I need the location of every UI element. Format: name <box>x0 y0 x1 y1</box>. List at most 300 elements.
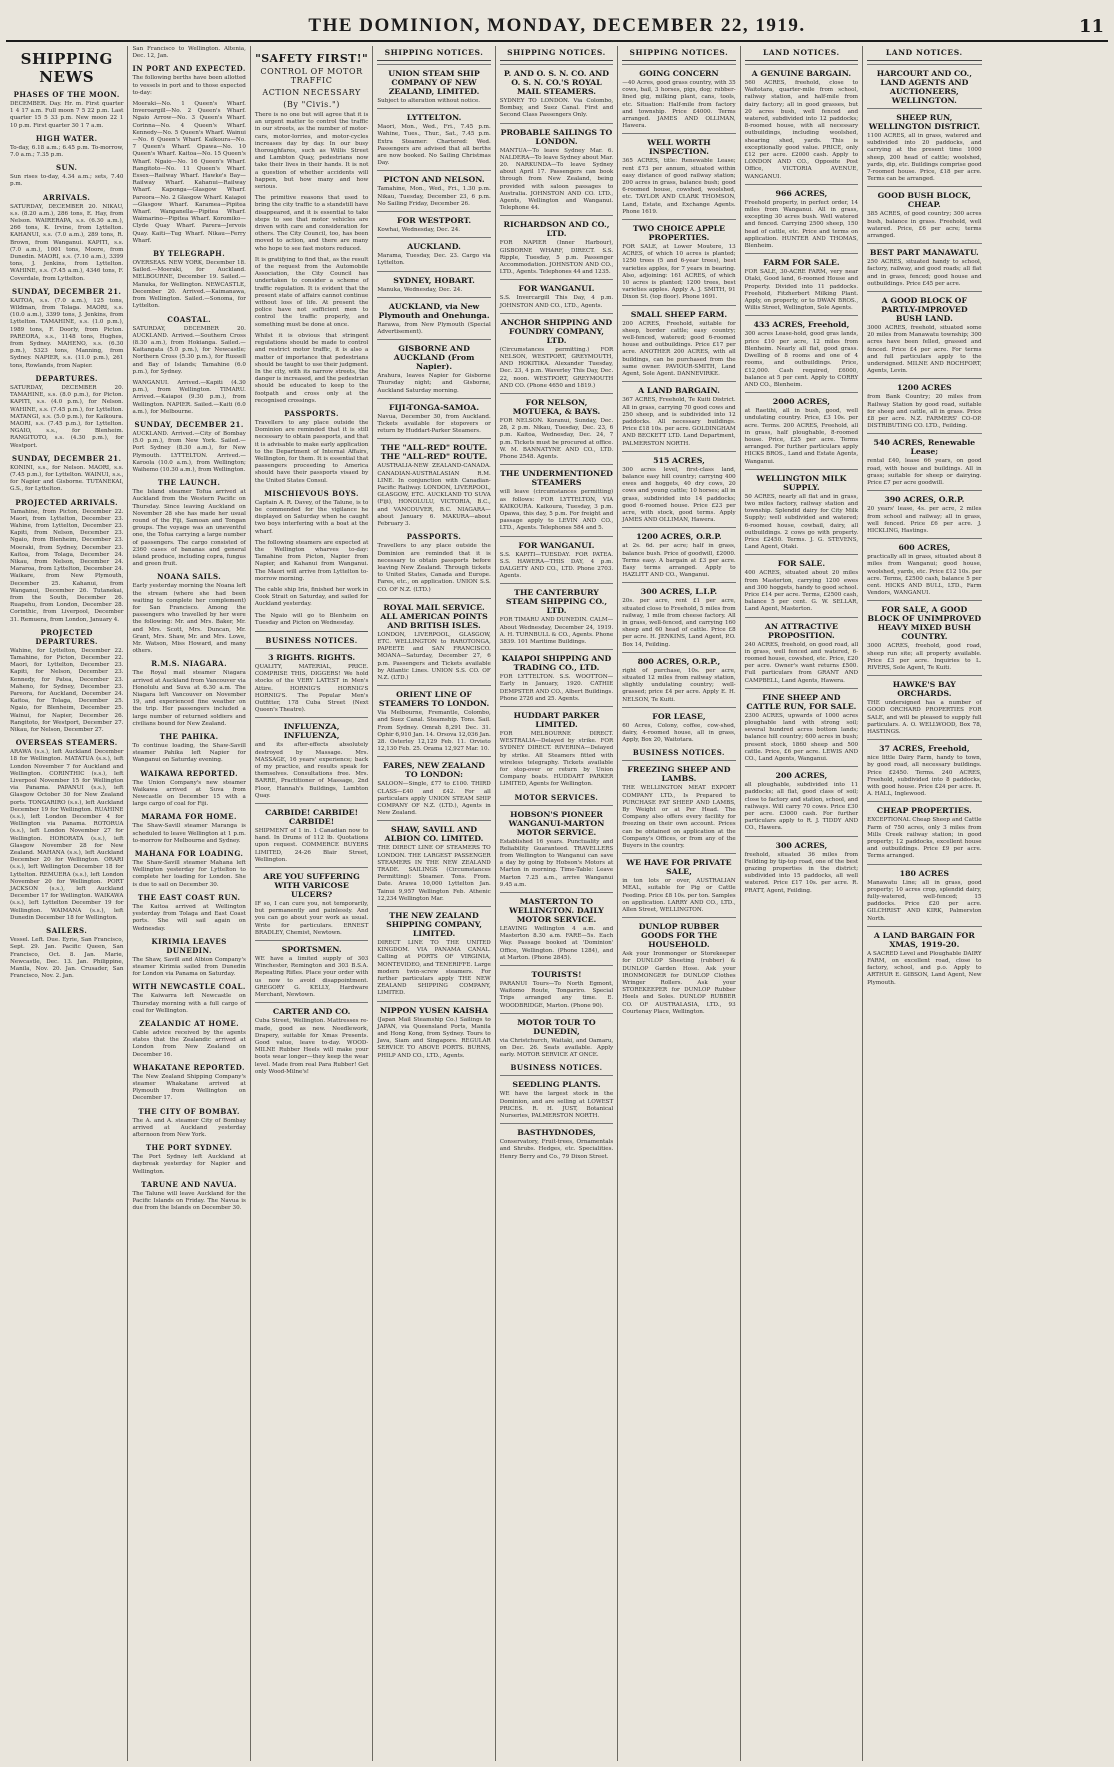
subsection-heading: PROJECTED DEPARTURES. <box>35 627 98 646</box>
column-1 <box>6 46 128 1761</box>
advertisement-body: S.S. KAPITI—TUESDAY. FOR PATEA. S.S. HAWERA—THIS DAY, 4 p.m. DALGETY AND CO., LTD. Phone 2703. Agents. <box>499 551 614 580</box>
advertisement <box>867 433 981 487</box>
advertisement-heading: FOR SALE. <box>777 559 826 569</box>
column-4 <box>373 46 495 1761</box>
advertisement-body: 385 ACRES, of good country; 300 acres bush, balance in grass. Freehold, well watered. Price, £6 per acre; terms arranged. <box>867 211 982 240</box>
advertisement-heading: 433 ACRES, Freehold, <box>753 320 850 330</box>
advertisement <box>500 1075 613 1120</box>
advertisement-heading: AUCKLAND. <box>407 242 461 252</box>
advertisement <box>377 906 490 998</box>
column-heading: SHIPPING NOTICES. <box>500 46 613 61</box>
advertisement-body: 3000 ACRES, freehold, good road, sheep run site; all property available. Price £3 per acre. Inquiries to L. RIVERS, Sole Agent, Te Kuiti. <box>867 643 982 671</box>
advertisement <box>622 527 735 579</box>
article-paragraph: The Royal mail steamer Niagara arrived at Auckland from Vancouver via Honolulu and Suva at 6.30 a.m. The Niagara left Vancouver on November 19, and experienced fine weather on the trip. Her passengers included a large number of returned soldiers and civilians bound for New Zealand. <box>132 670 246 727</box>
advertisement <box>377 170 490 208</box>
advertisement <box>867 64 981 105</box>
advertisement-body: 367 ACRES, Freehold, Te Kuiti District. All in grass, carrying 70 good cows and 250 sheep, and is subdivided into 12 paddocks. All necessary buildings. Price £18 10s. per acre. GOLDINGHAM AND BECKETT LTD. Land Department, PALMERSTON NORTH. <box>622 397 736 447</box>
column-grid <box>6 46 1108 1761</box>
advertisement <box>867 243 981 288</box>
subsection-heading: SAILERS. <box>46 926 88 936</box>
subsection-heading: MOTOR SERVICES. <box>514 792 599 802</box>
advertisement <box>377 64 490 105</box>
advertisement <box>500 313 613 390</box>
masthead-title: THE DOMINION, MONDAY, DECEMBER 22, 1919. <box>308 15 806 36</box>
advertisement <box>500 464 613 532</box>
advertisement-heading: AUCKLAND, via New Plymouth and Onehunga. <box>378 301 490 320</box>
advertisement-heading: 600 ACRES, <box>898 543 951 553</box>
article-paragraph: SATURDAY, DECEMBER 20. NIKAU, s.s. (8.20 a.m.), 286 tons, E. Hay, from Nelson. WAIRERAPA, s.s. (6.30 a.m.), 266 tons, K. Irvine, from Lyttelton. KAHANUI, s.s. (7.0 a.m.), 289 tons, R. Brown, from Wanganui. KAPITI, s.s. (7.0 a.m.), 1001 tons, Moore, from Dunedin. MAORI, s.s. (7.10 a.m.), 3399 tons, J. Jenkins, from Lyttelton. WAHINE, s.s. (7.45 a.m.), 4346 tons, F. Coverdale, from Lyttelton. <box>10 203 124 282</box>
subsection-heading: DEPARTURES. <box>35 373 98 383</box>
advertisement-body: 250 ACRES, situated handy to school, factory, railway, and good roads; all flat and in grass, fenced; good house and outbuildings. Price £45 per acre. <box>867 259 982 287</box>
advertisement <box>500 1123 613 1161</box>
advertisement-heading: MASTERTON TO WELLINGTON. DAILY MOTOR SERVICE. <box>509 897 604 924</box>
advertisement-heading: SMALL SHEEP FARM. <box>630 309 728 319</box>
subsection-heading: R.M.S. NIAGARA. <box>151 659 228 669</box>
column-8 <box>863 46 985 1761</box>
article-paragraph: San Francisco to Wellington. Altenia, Dec. 12, Jan. <box>132 46 246 60</box>
advertisement <box>377 685 490 753</box>
article-paragraph: There is no one but will agree that it is an urgent matter to control the traffic in our streets, as the number of motor-cars, motor-lorries, and motor-cycles increases day by day. In our busy thoroughfares, such as Willis Street and Lambton Quay, pedestrians now take their lives in their hands. It is not a question of whether accidents will happen, but how many and how serious. <box>254 112 369 191</box>
advertisement-body: from Bank Country; 20 miles from Railway Station by good road, suitable for sheep and cattle, all in grass. Price £8 per acre. N.Z. FARMERS' CO-OP. DISTRIBUTING CO. LTD., Feilding. <box>867 394 982 430</box>
advertisement <box>622 381 735 447</box>
article-paragraph: It is gratifying to find that, as the result of the request from the Automobile Association, the City Council has undertaken to consider a scheme of traffic regulation. It is evident that the present state of affairs cannot continue without loss of life. At present the police have not sufficient men to control the traffic properly, and something must be done at once. <box>254 256 369 328</box>
advertisement <box>377 438 490 528</box>
advertisement-heading: PICTON AND NELSON. <box>383 175 485 185</box>
subsection-heading: TARUNE AND NAVUA. <box>141 1179 237 1189</box>
article-paragraph: Travellers to any place outside the Dominion are reminded that it is still necessary to obtain passports, and that it is advisable to make early application to the Department of Internal Affairs, Wellington, for them. It is essential that passengers proceeding to America should have their passports visaed by the United States Consul. <box>254 419 369 484</box>
subsection-heading: SUNDAY, DECEMBER 21. <box>134 419 244 429</box>
advertisement <box>745 617 858 685</box>
advertisement-body: 2300 ACRES, upwards of 1000 acres ploughable land with strong soil; several hundred acres bottom lands; balance hill country; 600 acres in bush; present stock, 1860 sheep and 500 cattle. Price, £6 per acre. LEWIS AND CO., Land Agents, Wanganui. <box>744 712 859 763</box>
article-paragraph: SATURDAY, DECEMBER 20. TAMAHINE, s.s. (8.0 p.m.), for Picton. KAPITI, s.s. (4.0 p.m.), for Nelson. WAHINE, s.s. (7.45 p.m.), for Lyttelton. MATANGI, s.s. (5.0 p.m.), for Kaikoura. MAORI, s.s. (7.45 p.m.), for Lyttelton. NGAIO, s.s., for Blenheim. RANGITOTO, s.s. (4.30 p.m.), for Westport. <box>10 384 124 449</box>
advertisement-body: LONDON, LIVERPOOL, GLASGOW, ETC. WELLINGTON to RAROTONGA, PAPEETE and SAN FRANCISCO. MOANA—Saturday, December 27, 6 p.m. Passengers and Tickets available by Atlantic Lines. UNION S.S. CO. OF N.Z. (LTD.) <box>377 631 491 681</box>
advertisement <box>867 600 981 672</box>
subsection-heading: PASSPORTS. <box>284 408 339 418</box>
subsection-heading: PROJECTED ARRIVALS. <box>15 497 119 507</box>
advertisement-body: right of purchase, 10s. per acre, situated 12 miles from railway station, slightly undulating country; well-grassed; price £4 per acre. Apply E. H. NELSON, Te Kuiti. <box>622 667 736 703</box>
advertisement-body: SYDNEY TO LONDON. Via Colombo, Bombay, and Suez Canal. First and Second Class Passengers Only. <box>499 98 614 119</box>
advertisement-body: Via Melbourne, Fremantle, Colombo, and Suez Canal. Steamship. Tons. Sail. From Sydney. Omrah 8,291 Dec. 31. Ophir 6,910 Jan. 14. Orsova 12,036 Jan. 28. Osterley 12,129 Feb. 11. Orvieto 12,130 Feb. 25. Orama 12,927 Mar. 10. <box>377 710 491 753</box>
advertisement <box>745 688 858 763</box>
subsection-heading: PASSPORTS. <box>406 532 462 542</box>
advertisement-heading: THE "ALL-RED" ROUTE. THE "ALL-RED" ROUTE. <box>380 443 488 462</box>
advertisement <box>255 717 368 800</box>
advertisement-heading: 300 ACRES, <box>775 840 828 850</box>
story-byline: (By "Civis.") <box>283 100 340 109</box>
article-paragraph: The Island steamer Tofua arrived at Auckland from the Western Pacific on Thursday. Since leaving Auckland on November 28 she has made her usual round of the Fiji, Samoan and Tongan groups. The voyage was an uneventful one, the Tofua carrying a large number of passengers. The cargo consisted of 2360 cases of bananas and general island produce, including copra, fungus and green fruit. <box>132 489 246 568</box>
advertisement-body: FOR NAPIER (Inner Harbour), GISBORNE WHARF, DIRECT. S.S. Ripple, Tuesday, 5 p.m. Passenger Accommodation. JOHNSTON AND CO., LTD., Agents. Telephones 44 and 1235. <box>499 240 614 276</box>
advertisement <box>745 184 858 250</box>
advertisement-body: FOR SALE, 30-ACRE FARM, very near Otaki, Good land, 6-roomed House and Property. Divided into 11 paddocks. Freehold, Fitzherbert Milking Plant. Apply, on property, or to DWAN BROS., Willis Street, Wellington, Sole Agents. <box>744 269 859 312</box>
advertisement-body: EXCEPTIONAL Cheap Sheep and Cattle Farm of 750 acres, only 3 miles from Mills Creek railway station; in good property; 12 paddocks, excellent house and outbuildings. Price £9 per acre. Terms arranged. <box>867 817 982 860</box>
advertisement <box>377 820 490 903</box>
advertisement <box>500 805 613 889</box>
advertisement-body: (Japan Mail Steamship Co.) Sailings to JAPAN, via Queensland Ports, Manila and Hong Kong, from Sydney. Tours to Java, Siam and Singapore. REGULAR SERVICE TO ABOVE PORTS. BURNS, PHILP AND CO., LTD., Agents. <box>377 1016 491 1059</box>
advertisement-body: Subject to alteration without notice. <box>377 98 481 104</box>
advertisement <box>867 291 981 375</box>
column-heading: SHIPPING NOTICES. <box>377 46 490 61</box>
article-paragraph: The Talune will leave Auckland for the Pacific Islands on Friday. The Navua is due from the Islands on December 30. <box>132 1190 246 1212</box>
advertisement-heading: UNION STEAM SHIP COMPANY OF NEW ZEALAND, LIMITED. <box>388 69 480 96</box>
advertisement-heading: 37 ACRES, Freehold, <box>879 744 970 754</box>
advertisement-body: Maori, Mon., Wed., Fri., 7.45 p.m. Wahine, Tues., Thur., Sat., 7.45 p.m. Extra Steamer: Chartered: Wed. Passengers are advised that all berths are now booked. No Sailing Christmas Day. <box>377 124 491 167</box>
advertisement-body: 365 ACRES, title: Renewable Lease; rent £73 per annum, situated within easy distance of good railway station; 200 acres in grass, balance bush; good 6-roomed house, cowshed, woolshed, etc. TAYLOR AND CLARK THOMSON, Land, Estate, and Exchange Agents. Phone 1619. <box>622 158 736 215</box>
subsection-heading: BUSINESS NOTICES. <box>265 636 358 645</box>
advertisement-heading: RICHARDSON AND CO., LTD. <box>503 220 610 239</box>
advertisement-body: FOR LYTTELTON. S.S. WOOTTON—Early in January, 1920. CATHIE DEMPSTER AND CO., Albert Buildings. Phone 2726 and 25. Agents. <box>499 674 614 702</box>
article-paragraph: Sun rises to-day, 4.34 a.m.; sets, 7.40 p.m. <box>10 174 124 188</box>
advertisement-heading: FARM FOR SALE. <box>763 258 840 268</box>
advertisement-heading: 390 ACRES, O.R.P. <box>884 495 965 505</box>
advertisement-body: via Christchurch, Waitaki, and Oamaru, on Dec. 26. Seats available. Apply early. MOTOR SERVICE AT ONCE. <box>499 1037 614 1059</box>
advertisement-body: rental £40, lease 66 years, on good road, with house and buildings. All in grass; suitable for sheep or dairying. Price £7 per acre goodwill. <box>867 458 982 487</box>
subsection-heading: THE CITY OF BOMBAY. <box>138 1106 240 1116</box>
advertisement <box>867 538 981 597</box>
advertisement-heading: 1200 ACRES <box>896 383 952 393</box>
advertisement <box>867 926 981 987</box>
advertisement-body: at Raetihi, all in bush, good, well undulating country. Price, £3 10s. per acre. Terms. 200 ACRES, Freehold, all in grass, half ploughable, 8-roomed house. Price, £25 per acre. Terms arranged. For further particulars apply HICKS BROS., Land and Estate Agents, Wanganui. <box>744 408 859 465</box>
advertisement-heading: 1200 ACRES, O.R.P. <box>636 532 722 542</box>
column-2 <box>128 46 250 1761</box>
advertisement-body: Conservatory, Fruit-trees, Ornamentals and Shrubs. Hedges, etc. Specialities. Henry Berry and Co., 79 Dixon Street. <box>499 1139 614 1160</box>
advertisement-heading: SHAW, SAVILL AND ALBION CO. LIMITED. <box>384 825 484 844</box>
advertisement-heading: CARBIDE! CARBIDE! CARBIDE! <box>265 808 359 827</box>
advertisement-body: Cuba Street, Wellington. Mattresses re-made, good as new. Needlework, Drapery, suitable for Xmas Presents. Good value, leave to-day. WOOD-MILNE Rubber Heels will make your boots wear longer—they keep the wear level. Made from real Para Rubber! Get only Wood-Milne's! <box>254 1018 369 1075</box>
advertisement-body: 400 ACRES, situated about 20 miles from Masterton, carrying 1200 ewes and 300 hoggets, handy to good school. Price £14 per acre. Terms, £2500 cash, balance 5 per cent. G. W. SELLAR, Land Agent, Masterton. <box>744 570 859 613</box>
article-paragraph: The Shaw, Savill and Albion Company's steamer Kirimia sailed from Dunedin for London via Panama on Saturday. <box>132 956 246 978</box>
article-paragraph: The following berths have been allotted to vessels in port and to those expected to-day: <box>132 75 246 96</box>
advertisement-body: IF so, I can cure you, not temporarily, but permanently and painlessly. And you can go about your work as usual. Write for particulars. ERNEST BRADLEY, Chemist, Newtown. <box>254 901 369 936</box>
subsection-heading: PHASES OF THE MOON. <box>13 90 120 99</box>
advertisement-heading: A GENUINE BARGAIN. <box>751 69 852 78</box>
advertisement-body: A SACRED Level and Ploughable DAIRY FARM, on excellent road, close to factory, school, and p.o. Apply to ARTHUR E. GIBSON, Land Agent, New Plymouth. <box>867 950 982 986</box>
article-paragraph: AUCKLAND. Arrived.—City of Bombay (5.0 p.m.), from New York. Sailed.—Port Sydney (8.30 a.m.), for New Plymouth. LYTTELTON. Arrived.—Karoola (10.0 a.m.), from Wellington; Waihemo (10.30 a.m.), from Wellington. <box>132 430 246 473</box>
advertisement-heading: 2000 ACRES, <box>772 397 830 407</box>
advertisement-heading: AN ATTRACTIVE PROPOSITION. <box>764 621 838 640</box>
subsection-heading: KIRIMIA LEAVES DUNEDIN. <box>151 936 227 955</box>
advertisement-body: 560 ACRES, freehold, close to Waitotara, quarter-mile from school, railway station, and half-mile from dairy factory; all in good grasses, but 20 acres bush, well fenced and watered, subdivided into 12 paddocks; 8-roomed house, with all necessary outbuildings, including woolshed, shearing shed, yards. This is exceptionally good value. PRICE, only £12 per acre. £2000 cash. Apply to LONDON AND CO., Opposite Post Office, VICTORIA AVENUE, WANGANUI. <box>744 80 859 180</box>
article-paragraph: Early yesterday morning the Noana left the stream (where she had been waiting to complete her complement) for San Francisco. Among the passengers who travelled by her were the following: Mr. and Mrs. Baker, Mr. and Mrs. Scott, Mrs. Duncan, Mr. Grant, Mrs. Shaw, Mr. and Mrs. Lowe, Mr. Watson, Miss Howard, and many others. <box>132 583 246 655</box>
subsection-heading: THE EAST COAST RUN. <box>137 892 241 902</box>
subsection-heading: ZEALANDIC AT HOME. <box>139 1018 240 1028</box>
advertisement <box>622 707 735 745</box>
advertisement <box>867 864 981 923</box>
advertisement <box>377 271 490 294</box>
advertisement <box>622 64 735 130</box>
advertisement <box>867 490 981 535</box>
advertisement-body: THE WELLINGTON MEAT EXPORT COMPANY LTD., Is Prepared to PURCHASE FAT SHEEP AND LAMBS, By Weight or at Per Head. The Company also offers every facility for freezing on their own account. Prices can be obtained on application at the Company's Offices, or from any of the Buyers in the country. <box>622 785 736 850</box>
advertisement <box>500 1013 613 1060</box>
subsection-heading: THE PORT SYDNEY. <box>145 1143 233 1153</box>
advertisement <box>500 965 613 1010</box>
advertisement <box>622 219 735 302</box>
advertisement-body: (Circumstances permitting.) FOR NELSON, WESTPORT, GREYMOUTH, AND HOKITIKA. Alexander Tuesday, Dec. 23, 4 p.m. Waverley This Day, Dec. 22, noon. WESTPORT, GREYMOUTH AND CO. (Phone 4650 and 1819.) <box>499 346 614 389</box>
subsection-heading: SUN. <box>55 163 78 173</box>
advertisement-heading: WELLINGTON MILK SUPPLY. <box>756 473 847 492</box>
subsection-heading: THE PAHIKA. <box>159 732 219 742</box>
advertisement <box>745 469 858 552</box>
advertisement-heading: ORIENT LINE OF STEAMERS TO LONDON. <box>378 690 490 709</box>
advertisement <box>622 652 735 704</box>
advertisement-heading: SEEDLING PLANTS. <box>512 1080 601 1090</box>
article-paragraph: To-day, 6.18 a.m.; 6.45 p.m. To-morrow, 7.0 a.m.; 7.35 p.m. <box>10 144 124 159</box>
subsection-heading: HIGH WATER. <box>35 133 98 143</box>
advertisement-heading: A LAND BARGAIN. <box>638 386 720 396</box>
advertisement-body: Freehold property, in perfect order, 14 miles from Wanganui. All in grass, excepting 30 acres bush. Well watered and fenced. Carrying 2500 sheep, 150 head of cattle, etc. Price and terms on application. HUNTER AND THOMAS, Blenheim. <box>744 199 859 250</box>
advertisement-heading: FOR WANGANUI. <box>518 284 595 294</box>
article-paragraph: Cable advice received by the agents states that the Zealandic arrived at London from New Zealand on December 16. <box>132 1029 246 1058</box>
advertisement-body: Tamahine, Mon., Wed., Fri., 1.30 p.m. Nikau, Tuesday, December 23, 6 p.m. No Sailing Friday, December 26. <box>377 186 491 207</box>
advertisement-body: MANTUA—To leave Sydney Mar. 6. NALDERA—To leave Sydney about Mar. 20. NARKUNDA—To leave Sydney about April 17. Passengers can book through from New Zealand, being provided with saloon passages to Australia. JOHNSTON AND CO. LTD., Agents, Wellington and Wanganui. Telephone 44. <box>499 147 614 212</box>
advertisement-body: 60 Acres, Colony, coffee, cow-shed, dairy, 4-roomed house, all in grass, Apply, Box 20, Waitotara. <box>622 722 736 744</box>
article-paragraph: The following steamers are expected at the Wellington wharves to-day: Tamahine from Picton, Napier from Napier, and Kahanui from Wanganui. The Maori will arrive from Lyttelton to-morrow morning. <box>254 539 369 582</box>
advertisement <box>500 536 613 581</box>
article-paragraph: ARAWA (s.s.), left Auckland December 18 for Wellington. MATATUA (s.s.), left London November 7 for Auckland and Wellington. CORINTHIC (s.s.), left Liverpool November 15 for Wellington via Panama. PAPANUI (s.s.), left Glasgow October 30 for New Zealand ports. TONGARIRO (s.s.), left Auckland December 19 for Wellington. RUAHINE (s.s.), left London December 4 for Wellington via Panama. ROTORUA (s.s.), left London November 27 for Wellington. HORORATA (s.s.), left Glasgow November 28 for New Zealand. MAHANA (s.s.), left Auckland December 20 for Wellington. ORARI (s.s.), left Wellington December 18 for Lyttelton. REMUERA (s.s.), left London November 20 for Wellington. PORT JACKSON (s.s.), left Auckland December 17 for Wellington. WAIKAWA (s.s.), left Lyttelton December 19 for Wellington. WAIMANA (s.s.), left Dunedin December 18 for Wellington. <box>10 749 124 921</box>
advertisement-heading: FOR SALE, A GOOD BLOCK OF UNIMPROVED HEAVY MIXED BUSH COUNTRY. <box>867 605 982 642</box>
column-heading: SHIPPING NOTICES. <box>622 46 735 61</box>
advertisement <box>255 867 368 937</box>
subsection-heading: THE LAUNCH. <box>157 478 221 488</box>
advertisement <box>745 766 858 832</box>
advertisement <box>377 108 490 167</box>
advertisement <box>867 739 981 798</box>
advertisement-body: all ploughable, subdivided into 11 paddocks; all flat, good class of soil; close to factory and station, school, and railways. Will carry 70 cows. Price £30 per acre. £3000 cash. For further particulars apply to R. J. TIDDY AND CO., Hawera. <box>744 782 859 832</box>
advertisement-heading: HARCOURT AND CO., LAND AGENTS AND AUCTIONEERS, WELLINGTON. <box>876 69 972 105</box>
advertisement-heading: A GOOD BLOCK OF PARTLY-IMPROVED BUSH LAND. <box>881 296 968 324</box>
article-paragraph: Vessel. Left. Due. Eyrie, San Francisco, Sept. 29. Jan. Pacific Queen, San Francisco, Oct. 8. Jan. Marie, Newcastle, Dec. 13. Jan. Philippine, Manila, Nov. 20. Jan. Crusader, San Francisco, Nov. 2. Jan. <box>10 937 124 980</box>
advertisement-heading: A LAND BARGAIN FOR XMAS, 1919-20. <box>873 930 975 949</box>
column-rule <box>255 631 368 632</box>
advertisement-body: 200 ACRES, Freehold, suitable for sheep, border cattle; easy country; well-fenced, watered; good 6-roomed house and outbuildings. Price £17 per acre. ANOTHER 200 ACRES, with all buildings, can be purchased from the same owner. PAVIOUR-SMITH, Land Agent, Sole Agent. DANNEVIRKE. <box>622 320 736 378</box>
advertisement-body: Arahura, leaves Napier for Gisborne Thursday night; and Gisborne, Auckland Saturday morning. <box>377 373 491 394</box>
advertisement-body: 20 years' lease, 4s. per acre, 2 miles from school and railway; all in grass, well fenced. Price £6 per acre. J. HICKLING, Hastings. <box>867 506 982 534</box>
article-paragraph: Travellers to any place outside the Dominion are reminded that it is necessary to obtain passports before leaving New Zealand. Through tickets to United States, Canada and Europe. Fares, etc., on application. UNION S.S. CO. OF N.Z. (LTD.) <box>377 543 491 593</box>
advertisement-body: Marama, Tuesday, Dec. 23. Cargo via Lyttelton. <box>377 253 491 267</box>
column-heading: LAND NOTICES. <box>867 46 981 61</box>
advertisement-body: THE undersigned has a number of GOOD ORCHARD PROPERTIES FOR SALE, and will be pleased to supply full particulars. A. O. WELLWOOD, Box 78, HASTINGS. <box>867 700 982 735</box>
advertisement-body: DIRECT LINE TO THE UNITED KINGDOM. VIA PANAMA CANAL. Calling at PORTS OF VIRGINIA, MONTEVIDEO, and TENERIFFE. Large modern twin-screw steamers. For further particulars apply THE NEW ZEALAND SHIPPING COMPANY, LIMITED. <box>377 940 491 997</box>
advertisement <box>377 211 490 234</box>
advertisement-body: freehold, situated 36 miles from Feilding by tip-top road, one of the best grazing properties in the district; subdivided into 15 paddocks, all well watered. Price £17 10s. per acre. R. PRATT, Agent, Feilding. <box>744 851 859 894</box>
article-paragraph: DECEMBER. Day. Hr. m. First quarter 1 4 17 a.m. Full moon 7 5 22 p.m. Last quarter 15 5 33 p.m. New moon 22 1 10 p.m. First quarter 30 1 7 a.m. <box>10 101 124 129</box>
advertisement <box>500 123 613 213</box>
advertisement-heading: CARTER AND CO. <box>272 1007 351 1017</box>
article-paragraph: The New Zealand Shipping Company's steamer Whakatane arrived at Plymouth from Wellington on December 17. <box>132 1073 246 1102</box>
article-paragraph: To continue loading, the Shaw-Savill steamer Pahika left Napier for Wanganui on Saturday evening. <box>132 743 246 764</box>
advertisement-heading: BEST PART MANAWATU. <box>869 248 979 258</box>
advertisement <box>745 315 858 389</box>
article-paragraph: The A. and A. steamer City of Bombay arrived at Auckland yesterday afternoon from New York. <box>132 1117 246 1138</box>
advertisement <box>867 378 981 430</box>
advertisement-body: 3000 ACRES, freehold, situated some 20 miles from Manawatu township; 300 acres have been felled, grassed and fenced. Price £4 per acre. For terms and full particulars apply to the undersigned. MILNE AND ROCHFORT, Agents, Levin. <box>867 325 982 375</box>
article-paragraph: Moeraki—No. 1 Queen's Wharf. Inveroargill—No. 2 Queen's Wharf. Ngaio Arrow—No. 3 Queen's Wharf. Corinna—No. 4 Queen's Wharf. Kennedy—No. 5 Queen's Wharf. Wainui—No. 6 Queen's Wharf. Kaikoura—No. 7 Queen's Wharf. Opawa—No. 10 Queen's Wharf. Kaitoa—No. 15 Queen's Wharf. Ngaio—No. 16 Queen's Wharf. Rangitoto—No. 11 Queen's Wharf. Essex—Railway Wharf. Hawke's Bay—Railway Wharf. Kahanui—Railway Wharf. Kaponga—Glasgow Wharf. Pareora—No. 2 Glasgow Wharf. Kaiapoi—Glasgow Wharf. Karamea—Pipitea Wharf. Wanganella—Pipitea Wharf. Waimarino—Pipitea Wharf. Koromiko—Clyde Quay Wharf. Parera—Jervois Quay. Kaiti—Tug Wharf. Nikau—Ferry Wharf. <box>132 101 246 244</box>
article-paragraph: The Ngaio will go to Blenheim on Tuesday and Picton on Wednesday. <box>254 612 369 626</box>
subsection-heading: COASTAL. <box>167 314 212 324</box>
advertisement <box>255 648 368 714</box>
advertisement <box>500 649 613 703</box>
advertisement-body: Manuka, Wednesday, Dec. 24. <box>377 286 463 293</box>
advertisement-heading: P. AND O. S. N. CO. AND O. S. N. CO.'S ROYAL MAIL STEAMERS. <box>503 69 610 96</box>
advertisement-heading: FOR WANGANUI. <box>518 540 595 550</box>
advertisement-body: QUALITY, MATERIAL, PRICE. COMPRISE THIS, DIGGERS! We hold stocks of the VERY LATEST in Men's Attire. HORNIG'S HORNIG'S HORNIG'S. The Popular Men's Outfitter, 178 Cuba Street (Next Queen's Theatre). <box>254 664 369 714</box>
advertisement-body: Ask your Ironmonger or Storekeeper for DUNLOP Sheeting (rubber) & DUNLOP Garden Hose. Ask your IRONMONGER for DUNLOP Clothes Wringer Rollers. Ask your STOREKEEPER for DUNLOP Rubber Heels and Soles. DUNLOP RUBBER CO. OF AUSTRALASIA, LTD., 93 Courtenay Place, Wellington. <box>622 951 736 1015</box>
advertisement-heading: LYTTELTON. <box>406 113 462 123</box>
advertisement-body: 240 ACRES, freehold, on good road, all in grass, well fenced and watered, 6-roomed house, cowshed, etc. Price, £20 per acre. Owner's want returns £500. Full particulars from GRANT AND CAMPBELL, Land Agents, Hawera. <box>744 641 859 684</box>
section-title: SHIPPING NEWS <box>20 50 113 86</box>
advertisement <box>622 451 735 525</box>
subsection-heading: BUSINESS NOTICES. <box>632 748 725 758</box>
article-paragraph: Wahine, for Lyttelton, December 22. Tamahine, for Picton, December 22. Maori, for Lyttelton, December 23. Kapiti, for Nelson, December 23. Kennedy, for Patea, December 23. Maheno, for Sydney, December 23. Pareora, for Auckland, December 24. Kaitoa, for Tolaga, December 25. Ngaio, for Blenheim, December 25. Wainui, for Napier, December 26. Rangitoto, for Westport, December 27. Nikau, for Nelson, December 27. <box>10 647 124 734</box>
article-paragraph: Captain A. R. Davey, of the Talune, is to be commended for the vigilance he displayed on Saturday when he caught two boys interfering with a boat at the wharf. <box>254 499 369 535</box>
advertisement-body: Navua, December 30, from Auckland. Tickets available for stopovers or return by Huddart-Parker Steamers. <box>377 413 491 435</box>
advertisement <box>745 64 858 181</box>
advertisement-body: WE have the largest stock in the Dominion, and are selling at LOWEST PRICES. R. H. JUST, Botanical Nurseries, PALMERSTON NORTH. <box>499 1091 614 1120</box>
advertisement-heading: SPORTSMEN. <box>281 945 342 955</box>
advertisement <box>622 582 735 648</box>
advertisement-body: FOR TIMARU AND DUNEDIN. CALM—About Wednesday, December 24, 1919. A. H. TURNBULL & CO., Agents. Phone 3839. 101 Maritime Buildings. <box>499 617 614 645</box>
advertisement <box>867 675 981 736</box>
advertisement-heading: THE NEW ZEALAND SHIPPING COMPANY, LIMITED. <box>386 911 482 938</box>
article-paragraph: The primitive reasons that used to bring the city traffic to a standstill have disappeared, and it is essential to take steps to see that motor vehicles are driven with care and consideration for others. The City Council, too, has been moved to action, and there are many who hope to see fast motors reduced. <box>254 195 369 252</box>
subsection-heading: WAIKAWA REPORTED. <box>140 768 239 778</box>
advertisement <box>745 392 858 466</box>
subsection-heading: WITH NEWCASTLE COAL. <box>132 982 246 992</box>
advertisement <box>377 398 490 436</box>
advertisement <box>377 598 490 682</box>
advertisement <box>622 917 735 1016</box>
subsection-heading: IN PORT AND EXPECTED. <box>132 64 246 74</box>
article-paragraph: KAITOA, s.s. (7.0 a.m.), 125 tons, Wildman, from Tolaga. MAORI, s.s. (10.0 a.m.), 3399 tons, J. Jenkins, from Lyttelton. TAMAHINE, s.s. (1.0 p.m.), 1989 tons, F. Doorly, from Picton. PAREORA, s.s., 1148 tons, Hughes, from Sydney. MAHENO, s.s. (6.30 p.m.), 5323 tons, Manning, from Sydney. NAPIER, s.s. (11.0 p.m.), 261 tons, Rowlands, from Napier. <box>10 297 124 369</box>
article-paragraph: OVERSEAS. NEW YORK, December 18. Sailed.—Moeraki, for Auckland. MELBOURNE, December 19. Sailed.—Manuka, for Wellington. NEWCASTLE, December 20. Arrived.—Kaimanawa, from Wellington. Sailed.—Sonoma, for Lyttelton. <box>132 260 246 310</box>
advertisement <box>745 554 858 613</box>
subsection-heading: MARAMA FOR HOME. <box>141 812 237 822</box>
advertisement-heading: GISBORNE AND AUCKLAND (From Napier). <box>393 344 475 372</box>
advertisement <box>745 253 858 312</box>
subsection-heading: SUNDAY, DECEMBER 21. <box>12 286 122 296</box>
advertisement-body: Manawatu Line; all in grass, good property; 10 acres crop, splendid dairy, fully-watered, well-fenced; 15 paddocks. Price £20 per acre. GILCHRIST AND KIRK, Palmerston North. <box>867 879 982 922</box>
article-paragraph: The Port Sydney left Auckland at daybreak yesterday for Napier and Wellington. <box>132 1154 246 1175</box>
advertisement-heading: ROYAL MAIL SERVICE. ALL AMERICAN POINTS AND BRITISH ISLES. <box>380 602 488 630</box>
column-5 <box>496 46 618 1761</box>
advertisement-heading: ANCHOR SHIPPING AND FOUNDRY COMPANY, LTD. <box>500 317 613 345</box>
advertisement <box>745 836 858 895</box>
advertisement <box>377 756 490 817</box>
advertisement-heading: 800 ACRES, O.R.P., <box>637 656 721 666</box>
advertisement-body: will leave (circumstances permitting) as follows: FOR LYTTELTON, VIA KAIKOURA. Kaikoura, Tuesday, 3 p.m. Opawa, this day, 5 p.m. For freight and passage apply to LEVIN AND CO., LTD., Agents. Telephones 584 and 5. <box>499 489 614 532</box>
advertisement-body: SHIPMENT of 1 in. 1 Canadian now to hand. In Drums of 112 lb. Quotations upon request. COMMERCE BUYERS LIMITED, 24-26 Blair Street, Wellington. <box>254 828 369 863</box>
advertisement <box>377 1001 490 1060</box>
advertisement <box>500 64 613 120</box>
article-paragraph: The Kaitoa arrived at Wellington yesterday from Tolaga and East Coast ports. She will sail again on Wednesday. <box>132 903 246 932</box>
advertisement-heading: NIPPON YUSEN KAISHA <box>379 1005 489 1015</box>
article-paragraph: WANGANUI. Arrived.—Kapiti (4.30 p.m.), from Wellington. TIMARU. Arrived.—Kaiapoi (9.30 p.m.), from Wellington. NAPIER. Sailed.—Kaiti (6.0 a.m.), for Melbourne. <box>132 379 246 415</box>
advertisement <box>500 583 613 646</box>
article-paragraph: KONINI, s.s., for Nelson. MAORI, s.s. (7.45 p.m.), for Lyttelton. WAINUI, s.s., for Napier and Gisborne. TUTANEKAI, G.S., for Lyttelton. <box>10 464 124 493</box>
advertisement <box>867 108 981 183</box>
advertisement-body: AUSTRALIA-NEW ZEALAND-CANADA. CANADIAN-AUSTRALASIAN R.M. LINE. In conjunction with Canadian-Pacific Railway. LONDON, LIVERPOOL, GLASGOW, ETC. AUCKLAND TO SUVA (Fiji), HONOLULU, VICTORIA, B.C., and VANCOUVER, B.C. NIAGARA—about January 6. MAKURA—about February 3. <box>377 463 491 528</box>
advertisement <box>377 339 490 395</box>
subsection-heading: SUNDAY, DECEMBER 21. <box>12 453 122 463</box>
advertisement-heading: ARE YOU SUFFERING WITH VARICOSE ULCERS? <box>263 872 360 900</box>
advertisement-body: 1100 ACRES, all in grass, watered and subdivided into 20 paddocks, and carrying at the present time 1000 sheep, 200 head of cattle; woolshed, yards, dip, etc. Buildings comprise good 7-roomed house. Price, £18 per acre. Terms can be arranged. <box>867 133 982 183</box>
article-paragraph: The Union Company's new steamer Waikawa arrived at Suva from Newcastle on December 15 with a large cargo of coal for Fiji. <box>132 779 246 808</box>
advertisement <box>255 803 368 864</box>
advertisement-heading: 200 ACRES, <box>775 771 828 781</box>
advertisement-heading: TOURISTS! <box>531 970 582 980</box>
advertisement-heading: WE HAVE FOR PRIVATE SALE, <box>626 858 732 877</box>
advertisement-heading: CHEAP PROPERTIES. <box>876 806 972 816</box>
article-paragraph: The Shaw-Savill steamer Mahana left Wellington yesterday for Lyttelton to complete her loading for London. She is due to sail on December 30. <box>132 860 246 888</box>
advertisement-heading: INFLUENZA, INFLUENZA, <box>283 722 340 741</box>
advertisement-heading: 515 ACRES, <box>653 455 705 465</box>
advertisement-body: THE DIRECT LINE OF STEAMERS TO LONDON. THE LARGEST PASSENGER STEAMERS IN THE NEW ZEALAND TRADE. SAILINGS (Circumstances Permitting): Steamer. Tons. From. Date. Arawa 10,000 Lyttelton Jan. Tainui 9,957 Wellington Feb. Athenic 12,234 Wellington Mar. <box>377 845 491 902</box>
advertisement-body: nice little Dairy Farm, handy to town, by good road, all necessary buildings. Price £2450. Terms. 240 ACRES, Freehold, subdivided into 8 paddocks, with good house. Price £24 per acre. R. A. HALL, Inglewood. <box>867 755 982 798</box>
advertisement <box>622 853 735 914</box>
advertisement-heading: FINE SHEEP AND CATTLE RUN, FOR SALE. <box>746 692 857 711</box>
advertisement <box>500 279 613 309</box>
advertisement-heading: 3 RIGHTS. RIGHTS. <box>268 653 356 662</box>
advertisement-heading: 540 ACRES, Renewable Lease; <box>873 438 976 457</box>
advertisement <box>377 297 490 336</box>
subsection-heading: OVERSEAS STEAMERS. <box>15 738 118 748</box>
story-subheadline: CONTROL OF MOTOR TRAFFIC <box>260 67 363 85</box>
advertisement-body: at 2s. 6d. per acre; half in grass, balance bush. Price of goodwill, £2000. Terms easy. A bargain at £3 per acre. Easy terms arranged. Apply to HAZLITT AND CO., Wanganui. <box>622 543 736 579</box>
advertisement-body: and its after-effects absolutely destroyed by Massage. Mrs. MASSAGE, 16 years' experience; back of my practice, and results speak for themselves. Consultations free. Mrs. BARRE, Practitioner of Massage, 2nd Floor, Hannah's Buildings, Lambton Quay. <box>254 742 369 799</box>
advertisement-body: WE have a limited supply of 303 Winchester, Remington and 303 B.S.A. Repeating Rifles. Place your order with us now to avoid disappointment. GREGORY G. KELLY, Hardware Merchant, Newtown. <box>254 956 369 999</box>
advertisement-heading: KAIAPOI SHIPPING AND TRADING CO., LTD. <box>501 654 612 673</box>
advertisement <box>867 801 981 860</box>
advertisement-body: 20s. per acre, rent £1 per acre, situated close to Freehold, 5 miles from railway, 1 mile from cheese factory. All in grass, well-fenced, and carrying 160 sheep and 60 head of cattle. Price £8 per acre. H. JENKINS, Land Agent, P.O. Box 14, Feilding. <box>622 598 736 648</box>
advertisement-heading: FOR LEASE, <box>652 711 706 721</box>
advertisement-heading: SHEEP RUN, WELLINGTON DISTRICT. <box>868 113 980 131</box>
column-heading: LAND NOTICES. <box>745 46 858 61</box>
subsection-heading: BY TELEGRAPH. <box>153 249 226 259</box>
advertisement-body: practically all in grass, situated about 8 miles from Wanganui; good house, woolshed, yards, etc. Price £12 10s. per acre. Terms, £2500 cash, balance 5 per cent. HICKS AND BULL, LTD., Farm Vendors, WANGANUI. <box>867 554 982 597</box>
article-paragraph: Tamahine, from Picton, December 22. Maori, from Lyttelton, December 23. Wahine, from Lyttelton, December 23. Kapiti, from Nelson, December 23. Ngaio, from Blenheim, December 23. Moeraki, from Sydney, December 23. Kaitoa, from Tolaga, December 24. Nikau, from Nelson, December 24. Mararoa, from Lyttelton, December 24. Waikare, from New Plymouth, December 25. Kahanui, from Wanganui, December 26. Tutanekai, from the South, December 26. Ruapehu, from London, December 28. Corinthic, from Liverpool, December 31. Remuera, from London, January 4. <box>10 508 124 623</box>
advertisement-body: PARANUI Tours—To North Egmont, Waitomo Route, Tongariro. Special Trips arranged any time. E. WOODBRIDGE, Marton. (Phone 90). <box>499 981 614 1009</box>
advertisement-heading: TWO CHOICE APPLE PROPERTIES. <box>632 224 725 243</box>
column-7 <box>741 46 863 1761</box>
advertisement-body: Rarawa, from New Plymouth (Special Advertisement). <box>377 321 491 336</box>
advertisement <box>255 1002 368 1076</box>
advertisement <box>500 706 613 789</box>
advertisement-heading: GOOD BUSH BLOCK, CHEAP. <box>877 191 972 210</box>
advertisement <box>500 892 613 962</box>
advertisement-heading: PROBABLE SAILINGS TO LONDON. <box>500 127 613 146</box>
advertisement-heading: MOTOR TOUR TO DUNEDIN, <box>517 1017 596 1036</box>
advertisement-heading: HUDDART PARKER LIMITED. <box>513 710 600 729</box>
masthead <box>6 4 1108 42</box>
advertisement-heading: 300 ACRES, L.I.P. <box>640 587 718 597</box>
subsection-heading: MISCHIEVOUS BOYS. <box>264 488 359 498</box>
advertisement-body: SALOON—Single, £77 to £100. THIRD CLASS—£40 and £42. For all particulars apply UNION STEAM SHIP COMPANY OF N.Z. (LTD.), Agents in New Zealand. <box>377 781 491 817</box>
page-number: 11 <box>1078 16 1104 37</box>
advertisement-body: S.S. Invercargill This Day, 4 p.m. JOHNSTON AND CO., LTD., Agents. <box>499 295 614 309</box>
advertisement <box>255 940 368 999</box>
advertisement-heading: FARES, NEW ZEALAND TO LONDON: <box>383 761 486 780</box>
advertisement-heading: 966 ACRES, <box>775 188 828 198</box>
subsection-heading: WHAKATANE REPORTED. <box>133 1062 245 1072</box>
column-3 <box>251 46 373 1761</box>
story-headline: "SAFETY FIRST!" <box>255 52 369 65</box>
advertisement <box>500 393 613 461</box>
advertisement-body: in ton lots or over, AUSTRALIAN MEAL, suitable for Pig or Cattle Feeding. Price £8 10s. per ton. Samples on application. LARRY AND CO., LTD., Allen Street, WELLINGTON. <box>622 878 736 914</box>
subsection-heading: MAHANA FOR LOADING. <box>134 849 244 859</box>
advertisement-heading: GOING CONCERN <box>639 69 719 78</box>
advertisement <box>622 133 735 216</box>
advertisement-body: 300 acres level, first-class land, balance easy hill country; carrying 400 ewes and hoggets, 40 dry cows, 20 cows and young cattle; 10 horses; all in grass, subdivided into 14 paddocks; good 6-roomed house. Price £23 per acre, with stock, good terms. Apply JAMES AND OLLIMAN, Hawera. <box>622 466 736 524</box>
advertisement <box>622 760 735 850</box>
